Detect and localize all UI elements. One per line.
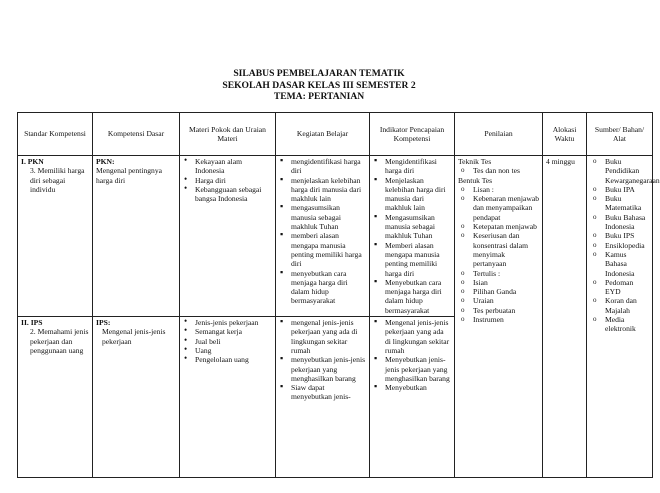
list-item: o Uraian [458,296,539,305]
list-item: o Isian [458,278,539,287]
kd-heading: IPS: [96,318,111,328]
sk-heading: II. IPS [21,318,43,328]
alokasi-waktu-value: 4 minggu [546,157,575,166]
cell-kegiatan-pkn [276,156,370,317]
list-item: o Buku Pendidikan Kewarganegaraan [590,157,649,185]
cell-materi-ips [180,317,276,478]
list-item: • Harga diri [183,176,272,185]
header-row [18,113,653,156]
list-item: • Jenis-jenis pekerjaan [183,318,272,327]
list-item: ▪ Menjelaskan kelebihan harga diri manusia dari makhluk lain [373,176,451,213]
title-line-2: SEKOLAH DASAR KELAS III SEMESTER 2 [222,79,416,91]
list-item: ▪ mengenal jenis-jenis pekerjaan yang ada di lingkungan sekitar rumah [279,318,366,355]
cell-kd-ips [93,317,180,478]
cell-sumber [587,156,660,478]
kd-text: Mengenal jenis-jenis pekerjaan [102,327,166,346]
sk-heading: I. PKN [21,157,44,166]
list-item: o Ketepatan menjawab [458,222,539,231]
cell-kegiatan-ips [276,317,370,478]
list-item: ▪ menyebutkan cara menjaga harga diri dalam hidup bermasyarakat [279,269,366,306]
list-item: • Pengelolaan uang [183,355,272,364]
list-item: ▪ mengidentifikasi harga diri [279,157,366,176]
list-item: o Buku Matematika [590,194,649,213]
title-line-1: SILABUS PEMBELAJARAN TEMATIK [233,68,405,79]
list-item: ▪ Menyebutkan cara menjaga harga diri dalam hidup bermasyarakat [373,278,451,315]
list-item: o Kamus Bahasa Indonesia [590,250,649,278]
teknik-label: Teknik Tes [458,157,492,166]
list-item: • Uang [183,346,272,355]
syllabus-table [17,112,660,478]
list-item: o Instrumen [458,315,539,324]
list-item: ▪ menyebutkan jenis-jenis pekerjaan yang menghasilkan barang [279,355,366,383]
list-item: o Buku Bahasa Indonesia [590,213,649,232]
table-row-pkn [18,156,653,317]
list-item: o Ensiklopedia [590,241,649,250]
title-line-3: TEMA: PERTANIAN [273,91,365,102]
list-item: ▪ Mengenal jenis-jenis pekerjaan yang ada di lingkungan sekitar rumah [373,318,451,355]
col-header-kegiatan: Kegiatan Belajar [276,113,370,156]
cell-kd-pkn [93,156,180,317]
col-header-materi: Materi Pokok dan Uraian Materi [180,113,276,156]
cell-indikator-pkn [370,156,455,317]
list-item: • Jual beli [183,337,272,346]
list-item: o Buku IPS [590,231,649,240]
list-item: o Kebenaran menjawab dan menyampaikan pendapat [458,194,539,222]
list-item: o Koran dan Majalah [590,296,649,315]
col-header-alokasi: Alokasi Waktu [543,113,587,156]
list-item: ▪ mengasumsikan manusia sebagai makhluk Tuhan [279,203,366,231]
list-item: o Tes perbuatan [458,306,539,315]
col-header-indikator: Indikator Pencapaian Kompetensi [370,113,455,156]
list-item: o Lisan : [458,185,539,194]
cell-penilaian [455,156,543,478]
cell-alokasi-waktu [543,156,587,478]
cell-standar-ips [18,317,93,478]
list-item: o Pedoman EYD [590,278,649,297]
cell-indikator-ips [370,317,455,478]
list-item: ▪ Mengidentifikasi harga diri [373,157,451,176]
list-item: • Kebangguaan sebagai bangsa Indonesia [183,185,272,204]
list-item: o Media elektronik [590,315,649,334]
col-header-penilaian: Penilaian [455,113,543,156]
cell-materi-pkn [180,156,276,317]
list-item: o Tertulis : [458,269,539,278]
kd-heading: PKN: [96,157,115,166]
list-item: o Buku IPA [590,185,649,194]
col-header-standar: Standar Kompetensi [18,113,93,156]
list-item: • Kekayaan alam Indonesia [183,157,272,176]
cell-standar-pkn [18,156,93,317]
bentuk-label: Bentuk Tes [458,175,493,185]
sk-text: 2. Memahami jenis pekerjaan dan penggunaan uang [30,327,89,355]
sk-text: 3. Memiliki harga diri sebagai individu [30,166,85,194]
list-item: o Pilihan Ganda [458,287,539,296]
col-header-sumber: Sumber/ Bahan/ Alat [587,113,653,156]
list-item: ▪ Mengasumsikan manusia sebagai makhluk Tuhan [373,213,451,241]
list-item: ▪ Siaw dapat menyebutkan jenis- [279,383,366,402]
list-item: o Tes dan non tes [458,166,539,175]
list-item: o Keseriusan dan konsentrasi dalam menyimak pertanyaan [458,231,539,268]
list-item: • Semangat kerja [183,327,272,336]
list-item: ▪ menjelaskan kelebihan harga diri manusia dari makhluk lain [279,176,366,204]
list-item: ▪ Memberi alasan mengapa manusia penting memiliki harga diri [373,241,451,278]
list-item: ▪ Menyebutkan jenis-jenis pekerjaan yang menghasilkan barang [373,355,451,383]
kd-text: Mengenal pentingnya harga diri [96,166,163,185]
list-item: ▪ memberi alasan mengapa manusia penting memiliki harga diri [279,231,366,268]
col-header-kompetensi-dasar: Kompetensi Dasar [93,113,180,156]
list-item: ▪ Menyebutkan [373,383,451,392]
document-title [0,68,638,103]
